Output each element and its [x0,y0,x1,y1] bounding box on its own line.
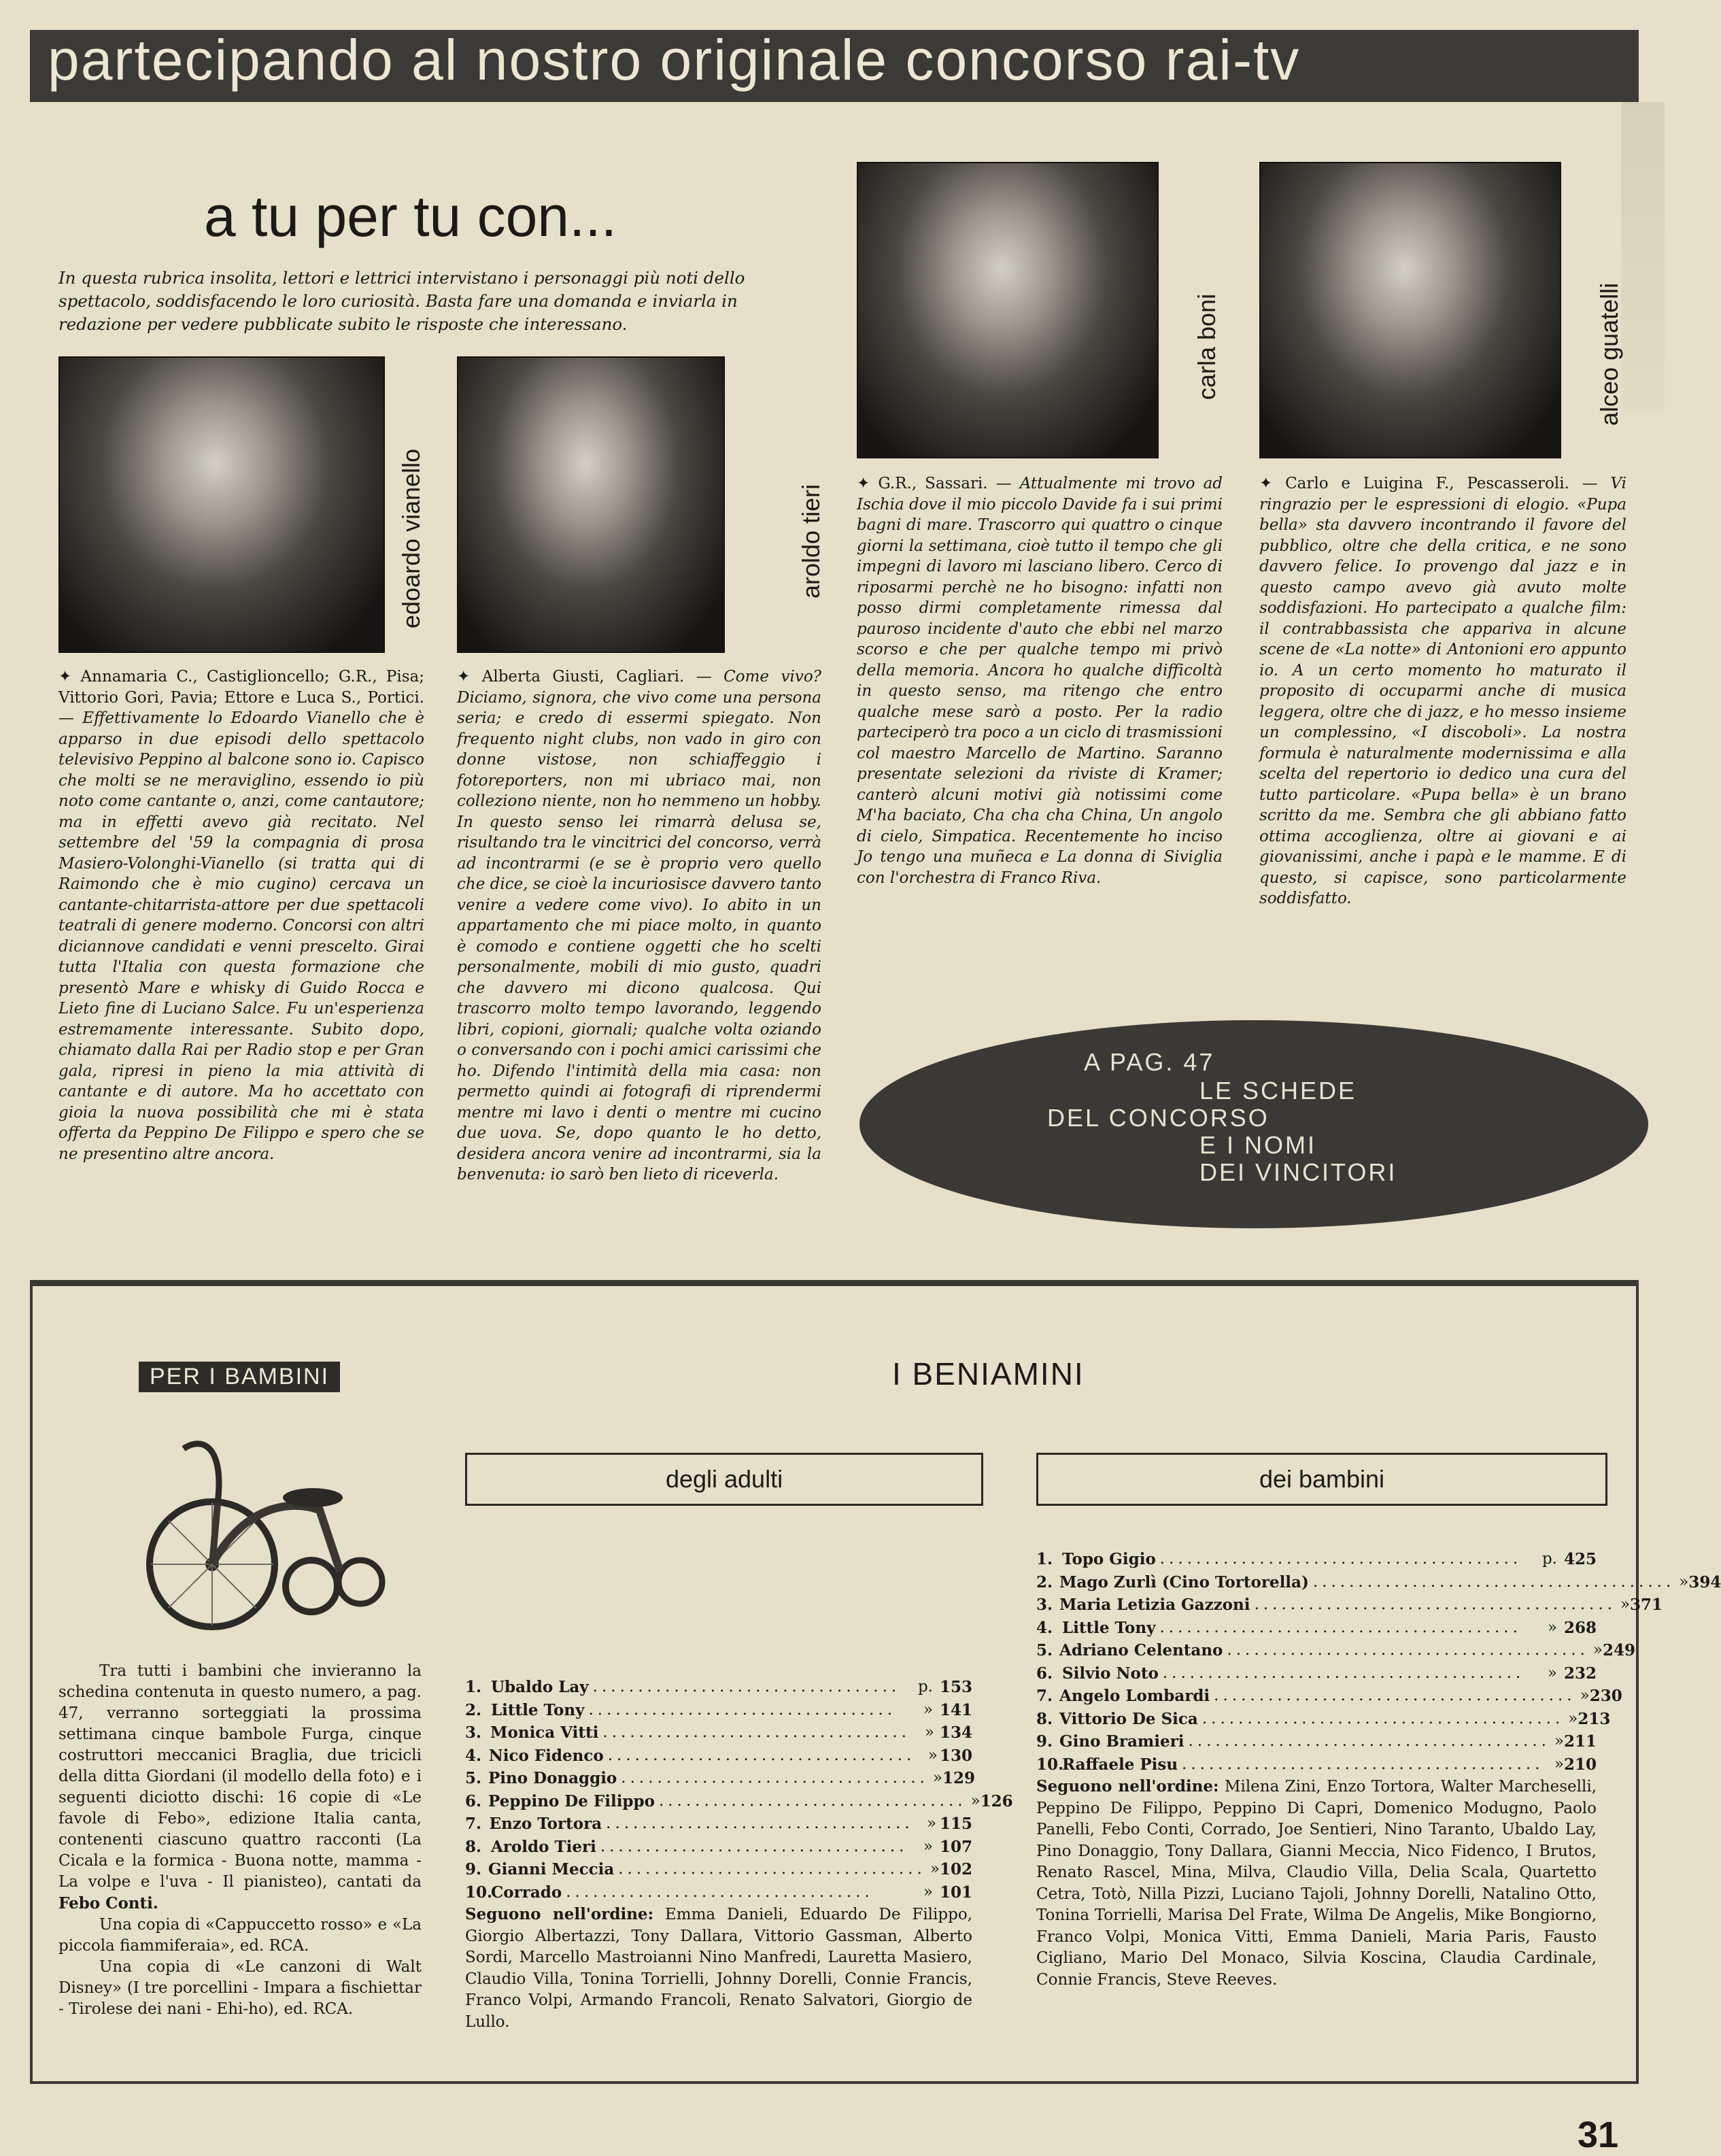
promo-pill [859,1020,1648,1228]
rank-prefix: » [927,1815,937,1832]
rank-prefix: » [1554,1755,1564,1773]
rank-votes: 153 [939,1678,972,1696]
rank-name: Gino Bramieri [1059,1732,1185,1751]
interview-edoardo-vianello [58,667,424,1164]
rank-name: Little Tony [491,1700,585,1719]
rank-votes: 213 [1578,1709,1611,1728]
rank-number: 6. [465,1791,482,1810]
kids-paragraph-3: Una copia di «Le canzoni di Walt Disney» (I tre porcellini - Impara a fischiettar - Tirolese dei nani - Ehi-ho), ed. RCA. [58,1958,422,2018]
rank-number: 2. [465,1700,482,1719]
rank-prefix: » [923,1883,933,1901]
ranking-row [1036,1571,1721,1594]
rank-votes: 134 [939,1723,972,1742]
followers-label: Seguono nell'ordine: [1036,1777,1219,1796]
adults-header-box [465,1453,983,1506]
rank-prefix: » [1547,1664,1557,1682]
kids-paragraph-1-text: Tra tutti i bambini che invieranno la schedina contenuta in questo numero, a pag. 47, verranno sorteggiati la prossima settimana cinque bambole Furga, cinque costruttori meccanici Braglia, due tricicli della ditta Giordani (il modello della foto) e i seguenti diciotto dischi: 16 copie di «Le favole di Febo», edizione Italia canta, contenenti ciascuno quattro racconti (La Cicala e la formica - Buona notte, mamma - La volpe e l'uva - Il pianisteo), cantati da [58,1662,422,1891]
kids-paragraph-2: Una copia di «Cappuccetto rosso» e «La piccola fiammiferaia», ed. RCA. [58,1916,422,1955]
rank-votes: 268 [1563,1618,1597,1637]
ranking-row [465,1745,972,1768]
name-carla-boni: carla boni [1193,293,1221,400]
ranking-row [465,1858,972,1881]
rank-name: Monica Vitti [490,1723,599,1742]
kids-ranking [1036,1548,1721,1991]
leader-dots: ........................................ [1202,1709,1565,1728]
ranking-row [1036,1753,1597,1776]
interview-from: Annamaria C., Castiglioncello; G.R., Pisa; Vittorio Gori, Pavia; Ettore e Luca S., Portici. — [58,668,424,727]
rank-prefix: » [970,1791,981,1810]
rank-prefix: p. [917,1678,933,1696]
bullet-icon: ✦ [58,668,81,686]
rank-prefix: » [1547,1618,1557,1636]
adults-followers [465,1904,972,2033]
rank-number: 1. [465,1678,482,1696]
rank-name: Angelo Lombardi [1059,1687,1210,1705]
interview-answer: Come vivo? Diciamo, signora, che vivo come una persona seria; e credo di essermi spiegato. Non frequento night clubs, non vado in giro con donne vistose, non schiaffeggio i fotoreporters, non mi ubriaco mai, non colleziono niente, non ho nemmeno un hobby. In questo senso lei rimarrà delusa se, risultando tra le vincitrici del concorso, verrà ad incontrarmi (e se è proprio vero quello che dice, se cioè la incuriosisce davvero tanto venire a vedere come vivo). Io abito in un appartamento che mi piace molto, in quanto è comodo e contiene oggetti che ho scelti personalmente, mobili di mio gusto, quadri che davvero mi dicono qualcosa. Qui trascorro molto tempo lavorando, leggendo libri, copioni, giornali; qualche volta oziando o conversando con i pochi amici carissimi che ho. Difendo l'intimità della mia casa: non permetto quindi ai fotografi di riprendermi mentre mi lavo i denti o mentre mi cucino due uova. Se, dopo quanto le ho detto, desidera ancora venire ad incontrarmi, sia la benvenuta: io sarò ben lieto di riceverla. [457,668,822,1183]
bullet-icon: ✦ [457,668,482,686]
rank-votes: 115 [939,1815,972,1833]
interview-from: Alberta Giusti, Cagliari. — [481,668,712,686]
ranking-row [465,1790,1013,1813]
name-alceo-guatelli: alceo guatelli [1595,282,1623,426]
kids-header: dei bambini [1259,1465,1385,1493]
bullet-icon: ✦ [857,475,879,492]
rank-number: 9. [1036,1732,1053,1751]
rank-number: 8. [1036,1709,1053,1728]
rank-name: Maria Letizia Gazzoni [1059,1596,1250,1614]
top-banner [30,30,1639,102]
ranking-row [1036,1685,1622,1708]
rank-name: Enzo Tortora [489,1815,602,1833]
rank-name: Gianni Meccia [488,1860,615,1879]
followers-list: Milena Zini, Enzo Tortora, Walter Marcheselli, Peppino De Filippo, Peppino Di Capri, Domenico Modugno, Paolo Panelli, Febo Conti, Corrado, Joe Sentieri, Nino Taranto, Ubaldo Lay, Pino Donaggio, Tony Dallara, Gianni Meccia, Nico Fidenco, I Brutos, Renato Rascel, Mina, Milva, Claudio Villa, Delia Scala, Quartetto Cetra, Totò, Nilla Pizzi, Luciano Tajoli, Johnny Dorelli, Natalino Otto, Tonina Torrielli, Marisa Del Frate, Wilma De Angelis, Mike Bongiorno, Franco Volpi, Monica Vitti, Emma Danieli, Maria Paris, Fausto Cigliano, Mario Del Monaco, Silvia Koscina, Claudia Cardinale, Connie Francis, Steve Reeves. [1036,1778,1597,1989]
rank-name: Adriano Celentano [1059,1641,1223,1660]
rank-prefix: » [924,1723,934,1741]
leader-dots: ........................................ [1254,1596,1616,1613]
ranking-row [1036,1662,1597,1685]
followers-list: Emma Danieli, Eduardo De Filippo, Giorgio Albertazzi, Tony Dallara, Vittorio Gassman, Alberto Sordi, Marcello Mastroianni Nino Manfredi, Lauretta Masiero, Claudio Villa, Tonina Torrielli, Johnny Dorelli, Connie Francis, Franco Volpi, Armando Francoli, Renato Salvatori, Giorgio de Lullo. [465,1906,972,2031]
leader-dots: ........................................ [1227,1641,1589,1659]
rank-number: 4. [465,1746,482,1765]
rank-name: Mago Zurlì (Cino Tortorella) [1059,1572,1309,1591]
leader-dots: .................................. [566,1883,874,1901]
ranking-row [1036,1617,1597,1640]
ranking-row [465,1881,972,1904]
rank-votes: 102 [939,1860,972,1879]
tricycle-photo [136,1408,388,1632]
rank-votes: 394 [1688,1572,1721,1591]
interview-carla-boni [857,473,1223,888]
rank-number: 6. [1036,1664,1053,1683]
rank-prefix: » [923,1837,933,1855]
leader-dots: ........................................ [1159,1618,1522,1636]
leader-dots: ........................................ [1159,1550,1522,1568]
rank-name: Silvio Noto [1062,1664,1159,1683]
interview-answer: Effettivamente lo Edoardo Vianello che è apparso in due episodi dello spettacolo televisivo Peppino al balcone sono io. Capisco che molti se ne meraviglino, essendo io più noto come cantante o, anzi, come cantautore; ma in effetti avevo già recitato. Nel settembre del '59 la compagnia di prosa Masiero-Volonghi-Vianello (si tratta qui di Raimondo che è mio cugino) cercava un cantante-chitarrista-attore per due spettacoli teatrali di genere moderno. Concorsi con altri diciannove candidati e venni prescelto. Girai tutta l'Italia con questa formazione che presentò Mare e whisky di Guido Rocca e Lieto fine di Luciano Salce. Fu un'esperienza estremamente interessante. Subito dopo, chiamato dalla Rai per Radio stop e per Gran gala, ripresi in pieno la mia attività di cantante e di autore. Ma ho accettato con gioia la nuova possibilità che mi è stata offerta da Peppino De Filippo e spero che se ne presentino altre ancora. [58,709,425,1163]
rank-name: Raffaele Pisu [1062,1755,1178,1774]
rank-number: 3. [1036,1596,1053,1614]
rank-votes: 425 [1563,1550,1597,1568]
page-number: 31 [1578,2115,1619,2155]
rank-number: 10. [1036,1755,1064,1774]
interview-from: Carlo e Luigina F., Pescasseroli. — [1285,475,1598,492]
promo-line-2: LE SCHEDE [1199,1077,1357,1105]
rank-votes: 211 [1564,1732,1597,1751]
rank-name: Nico Fidenco [488,1746,604,1765]
rank-prefix: » [927,1746,938,1764]
rank-votes: 371 [1630,1596,1663,1614]
ranking-row [465,1813,972,1836]
kids-paragraph-1-singer: Febo Conti. [58,1894,158,1913]
leader-dots: ........................................ [1182,1755,1544,1773]
rank-name: Aroldo Tieri [491,1837,596,1856]
ranking-row [465,1721,972,1745]
banner-title: partecipando al nostro originale concorso rai-tv [48,28,1301,92]
rank-number: 8. [465,1837,482,1856]
name-edoardo-vianello: edoardo vianello [397,448,425,628]
kids-header-box [1036,1453,1607,1506]
section-heading: a tu per tu con... [204,184,617,248]
rank-prefix: p. [1541,1550,1557,1568]
rank-votes: 101 [939,1883,972,1902]
seat [283,1488,343,1507]
leader-dots: ........................................ [1214,1687,1576,1704]
leader-dots: .................................. [607,1746,916,1764]
rank-prefix: » [1679,1572,1689,1591]
kids-followers [1036,1776,1597,1991]
intro-paragraph: In questa rubrica insolita, lettori e lettrici intervistano i personaggi più noti dello spettacolo, soddisfacendo le loro curiosità. Basta fare una domanda e inviarla in redazione per vedere pubblicate subito le risposte che interessano. [58,268,745,334]
spine-edge [1621,102,1665,415]
ranking-row [465,1836,972,1859]
rank-votes: 249 [1602,1641,1635,1660]
rank-number: 5. [1036,1641,1053,1660]
rank-name: Pino Donaggio [488,1769,617,1787]
leader-dots: .................................. [588,1700,897,1719]
ranking-row [465,1676,972,1699]
followers-label: Seguono nell'ordine: [465,1905,654,1923]
rank-votes: 129 [942,1769,975,1787]
rank-number: 7. [1036,1687,1053,1705]
rank-name: Peppino De Filippo [488,1791,655,1810]
rank-name: Corrado [491,1883,562,1902]
rank-name: Topo Gigio [1062,1550,1156,1568]
leader-dots: .................................. [621,1769,929,1787]
adults-ranking [465,1676,1013,2033]
photo-edoardo-vianello [58,356,385,653]
kids-label: PER I BAMBINI [139,1362,340,1392]
photo-carla-boni [857,162,1159,458]
kids-paragraph-1 [58,1661,422,1915]
rank-name: Little Tony [1062,1618,1156,1637]
interview-aroldo-tieri [457,667,821,1185]
ranking-row [1036,1708,1611,1731]
rank-number: 3. [465,1723,482,1742]
rank-votes: 130 [939,1746,972,1765]
rank-prefix: » [923,1700,933,1719]
rank-prefix: » [1568,1709,1578,1728]
leader-dots: .................................. [592,1678,901,1696]
rank-prefix: » [930,1860,940,1878]
rank-name: Vittorio De Sica [1059,1709,1198,1728]
leader-dots: .................................. [600,1837,908,1855]
leader-dots: .................................. [658,1791,967,1810]
rank-number: 2. [1036,1572,1053,1591]
interview-answer: Attualmente mi trovo ad Ischia dove il mio piccolo Davide fa i sui primi bagni di mare. Trascorro qui quattro o cinque giorni la settimana, cioè tutto il tempo che gli impegni di lavoro mi lasciano libero. Cerco di riposarmi perchè ne ho bisogno: infatti non posso dirmi completamente rimessa dal pauroso incidente d'auto che ebbi nel marzo scorso e che per qualche tempo mi privò della memoria. Ancora ho qualche difficoltà in questo senso, ma ritengo che entro qualche mese sarò a posto. Per la radio parteciperò tra poco a un ciclo di trasmissioni col maestro Marcello de Martino. Saranno presentate selezioni da riviste di Kramer; canterò alcuni motivi già notissimi come M'ha baciato, Cha cha cha China, Un angolo di cielo, Simpatica. Recentemente ho inciso Jo tengo una muñeca e La donna di Siviglia con l'orchestra di Franco Riva. [857,475,1223,887]
rank-prefix: » [1580,1687,1590,1704]
rank-number: 4. [1036,1618,1053,1637]
beniamini-title: I BENIAMINI [892,1356,1085,1392]
promo-line-4: E I NOMI [1199,1131,1317,1159]
ranking-row [465,1767,975,1790]
ranking-row [1036,1594,1663,1617]
rank-number: 1. [1036,1550,1053,1568]
photo-alceo-guatelli [1259,162,1561,458]
promo-line-5: DEI VINCITORI [1199,1158,1397,1186]
rank-number: 10. [465,1883,493,1902]
rank-prefix: » [1620,1596,1631,1613]
rank-votes: 232 [1563,1664,1597,1683]
kids-text [58,1661,422,2020]
leader-dots: ........................................ [1162,1664,1525,1682]
leader-dots: .................................. [606,1815,914,1832]
promo-line-3: DEL CONCORSO [1047,1104,1270,1132]
interview-from: G.R., Sassari. — [878,475,1012,492]
rank-prefix: » [1554,1732,1565,1750]
name-aroldo-tieri: aroldo tieri [797,484,825,599]
rank-votes: 210 [1563,1755,1597,1774]
ranking-row [1036,1730,1597,1753]
rank-votes: 126 [980,1791,1013,1810]
adults-header: degli adulti [665,1465,783,1493]
ranking-row [1036,1639,1635,1662]
rank-prefix: » [932,1769,942,1787]
promo-line-1: A PAG. 47 [1084,1048,1215,1076]
rank-votes: 230 [1589,1687,1622,1705]
bullet-icon: ✦ [1259,475,1286,492]
rank-name: Ubaldo Lay [491,1678,589,1696]
rank-votes: 141 [939,1700,972,1719]
rank-votes: 107 [939,1837,972,1856]
rank-number: 9. [465,1860,482,1879]
leader-dots: ........................................ [1188,1732,1550,1750]
leader-dots: ........................................ [1312,1572,1675,1591]
rank-number: 7. [465,1815,482,1833]
interview-alceo-guatelli [1259,473,1626,909]
leader-dots: .................................. [602,1723,910,1741]
leader-dots: .................................. [618,1860,926,1878]
ranking-row [465,1699,972,1722]
ranking-row [1036,1548,1597,1571]
photo-aroldo-tieri [457,356,725,653]
rank-prefix: » [1592,1641,1603,1659]
interview-answer: Vi ringrazio per le espressioni di elogio. «Pupa bella» sta davvero incontrando il favore del pubblico, oltre che della critica, e ne sono davvero felice. Io provengo dal jazz e in questo campo avevo già avuto molte soddisfazioni. Ho partecipato a qualche film: il contrabbassista che appariva in alcune scene de «La notte» di Antonioni ero appunto io. A un certo momento ho maturato il proposito di occuparmi anche di musica leggera, oltre che di jazz, e ho messo insieme un complessino, «I discoboli». La nostra formula è naturalmente modernissima e alla scelta del repertorio io dedico una cura del tutto particolare. «Pupa bella» è un brano scritto da me. Sembra che gli abbiano fatto ottima accoglienza, oltre ai giovani e ai giovanissimi, anche i papà e le mamme. E di questo, si capisce, sono particolarmente soddisfatto. [1259,475,1626,907]
rank-number: 5. [465,1769,482,1787]
